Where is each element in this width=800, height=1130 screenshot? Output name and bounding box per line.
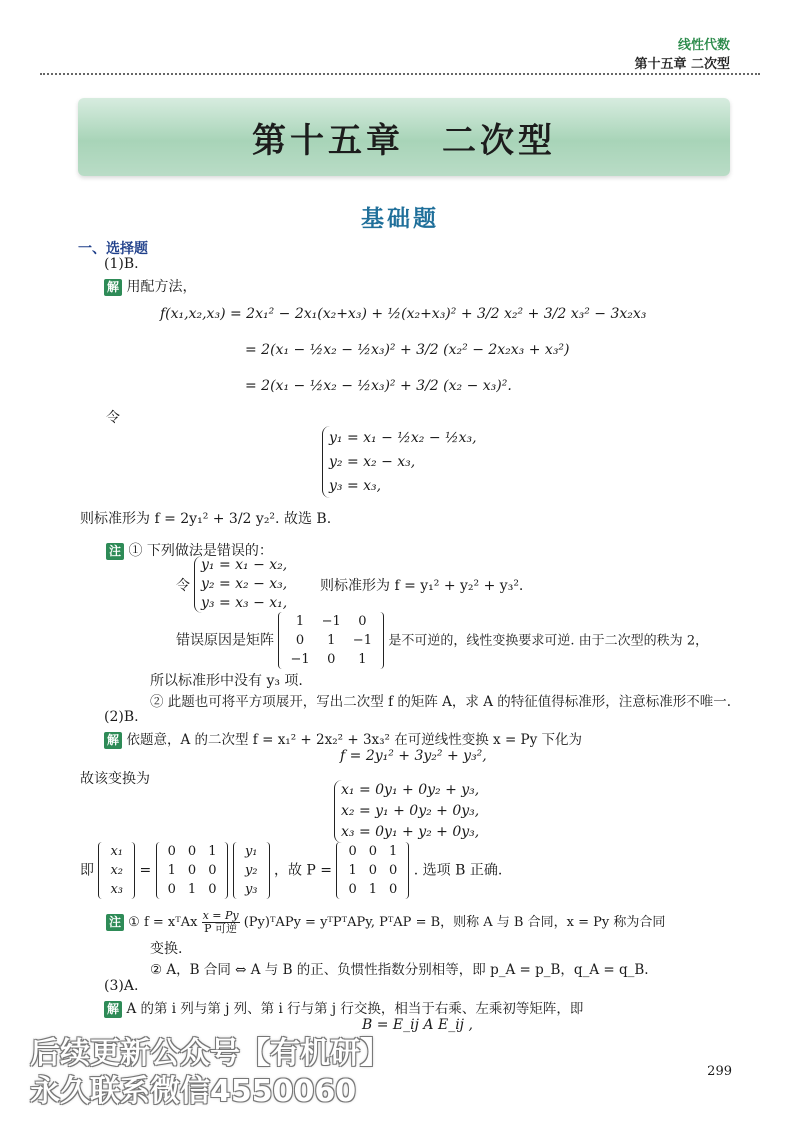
- q2-gu: ，故 P =: [273, 862, 333, 879]
- q2-p-matrix: [336, 842, 409, 899]
- vector-cell: x₃: [110, 882, 123, 897]
- matrix-cell: 0: [358, 614, 367, 629]
- matrix-cell: 0: [348, 844, 357, 859]
- matrix-cell: 0: [167, 882, 176, 897]
- watermark-line-2: 永久联系微信4550060: [30, 1074, 357, 1109]
- matrix-cell: 0: [208, 863, 217, 878]
- matrix-cell: −1: [352, 633, 372, 648]
- q1-reason: [176, 612, 708, 669]
- section-subtitle: 基础题: [361, 206, 439, 232]
- matrix-cell: 0: [368, 863, 378, 878]
- q2-solution: [104, 728, 582, 749]
- q1-note-2: ② 此题也可将平方项展开，写出二次型 f 的矩阵 A，求 A 的特征值得标准形，注意标准形不唯一.: [150, 694, 732, 710]
- note-tag: 注: [106, 543, 124, 560]
- matrix-cell: 1: [187, 882, 197, 897]
- vector-cell: y₃: [244, 882, 258, 897]
- matrix-cell: 1: [358, 652, 367, 667]
- note-tag: 注: [106, 914, 124, 931]
- q3-solution: [104, 997, 583, 1018]
- matrix-cell: 0: [187, 863, 197, 878]
- q1-label: (1)B.: [104, 256, 139, 272]
- q2-note-1: [106, 910, 665, 935]
- matrix-cell: 0: [295, 633, 305, 648]
- matrix-cell: −1: [290, 652, 310, 667]
- q1-wrong-system: [194, 556, 287, 613]
- q1-let: 令: [106, 410, 120, 426]
- q1-equation-1: f(x₁,x₂,x₃) = 2x₁² − 2x₁(x₂+x₃) + ½(x₂+x₃)² + 3/2 x₂² + 3/2 x₃² − 3x₂x₃: [160, 306, 647, 322]
- q2-sys-row: x₃ = 0y₁ + y₂ + 0y₃,: [341, 824, 480, 840]
- arrow-bottom: P 可逆: [204, 922, 238, 935]
- q2-ji: 即: [80, 862, 94, 879]
- solution-tag: 解: [104, 1001, 122, 1018]
- q2-matrix: [156, 842, 229, 899]
- matrix-cell: 0: [389, 863, 398, 878]
- q3-sol-2: B = E_ij A E_ij ,: [362, 1017, 473, 1033]
- q1-wrong-row: y₁ = x₁ − x₂,: [201, 557, 288, 573]
- q1-substitution-system: [322, 426, 477, 498]
- q2-note-1b: (Py)ᵀAPy = yᵀPᵀAPy, PᵀAP = B，则称 A 与 B 合同，x = Py 称为合同: [243, 915, 666, 930]
- q1-wrong-row: y₃ = x₃ − x₁,: [201, 595, 288, 611]
- q1-solution: [104, 276, 196, 296]
- watermark-line-1: 后续更新公众号【有机研】: [30, 1036, 390, 1071]
- q2-transform-system: [334, 780, 479, 843]
- matrix-cell: 0: [187, 844, 197, 859]
- header-book-title: 线性代数: [677, 38, 730, 53]
- q2-note-1c: 变换.: [150, 941, 183, 957]
- q1-intro: 用配方法，: [126, 279, 197, 295]
- chapter-banner: [78, 98, 730, 176]
- q2-note-2: ② A，B 合同 ⇔ A 与 B 的正、负惯性指数分别相等，即 p_A = p_B，q_A = q_B.: [150, 962, 649, 978]
- header-chapter-title: 第十五章 二次型: [634, 57, 730, 72]
- q1-equation-3: = 2(x₁ − ½x₂ − ½x₃)² + 3/2 (x₂ − x₃)².: [245, 378, 512, 394]
- q1-equation-2: = 2(x₁ − ½x₂ − ½x₃)² + 3/2 (x₂² − 2x₂x₃ + x₃²): [245, 342, 570, 358]
- vector-cell: y₂: [244, 863, 258, 878]
- matrix-cell: 0: [167, 844, 176, 859]
- vector-cell: y₁: [244, 844, 258, 859]
- q1-note-1-text: ① 下列做法是错误的：: [128, 543, 273, 559]
- header-divider: [40, 73, 760, 75]
- q1-sys-row: y₃ = x₃,: [329, 478, 382, 494]
- q1-conclusion: 则标准形为 f = 2y₁² + 3/2 y₂². 故选 B.: [80, 511, 332, 527]
- matrix-cell: 0: [389, 882, 398, 897]
- chapter-title: 第十五章 二次型: [252, 120, 556, 161]
- q2-sys-row: x₂ = y₁ + 0y₂ + 0y₃,: [341, 803, 480, 819]
- solution-tag: 解: [104, 279, 122, 296]
- q2-sys-row: x₁ = 0y₁ + 0y₂ + y₃,: [341, 782, 480, 798]
- q2-sol-1: 依题意，A 的二次型 f = x₁² + 2x₂² + 3x₃² 在可逆线性变换 x = Py 下化为: [126, 732, 583, 748]
- q1-wrong-row: y₂ = x₂ − x₃,: [201, 576, 288, 592]
- q3-sol-1: A 的第 i 列与第 j 列、第 i 行与第 j 行交换，相当于右乘、左乘初等矩阵，即: [126, 1001, 584, 1017]
- matrix-cell: −1: [321, 614, 341, 629]
- section-heading: 一、选择题: [78, 241, 148, 257]
- q2-arrow-condition: [202, 910, 240, 935]
- q2-label: (2)B.: [104, 709, 139, 725]
- matrix-cell: 0: [327, 652, 336, 667]
- q2-y-vector: [233, 842, 270, 899]
- matrix-cell: 0: [368, 844, 378, 859]
- matrix-cell: 1: [389, 844, 398, 859]
- q2-sol-2: f = 2y₁² + 3y₂² + y₃²,: [340, 748, 487, 764]
- q2-matrix-equation: [80, 842, 502, 899]
- matrix-cell: 1: [167, 863, 176, 878]
- q3-label: (3)A.: [104, 978, 139, 994]
- matrix-cell: 0: [208, 882, 217, 897]
- matrix-cell: 1: [295, 614, 305, 629]
- q2-x-vector: [98, 842, 135, 899]
- q1-wrong-let: 令: [176, 578, 190, 594]
- q2-equals: =: [139, 862, 152, 879]
- matrix-cell: 1: [348, 863, 357, 878]
- matrix-cell: 1: [327, 633, 336, 648]
- q1-reason-pre: 错误原因是矩阵: [176, 632, 274, 649]
- q1-reason-post: 是不可逆的，线性变换要求可逆. 由于二次型的秩为 2，: [388, 633, 709, 649]
- page-number: 299: [707, 1064, 732, 1079]
- solution-tag: 解: [104, 732, 122, 749]
- matrix-cell: 1: [208, 844, 217, 859]
- q1-matrix: [278, 612, 384, 669]
- q1-sys-row: y₂ = x₂ − x₃,: [329, 454, 416, 470]
- vector-cell: x₂: [110, 863, 123, 878]
- matrix-cell: 1: [368, 882, 378, 897]
- q2-tail: . 选项 B 正确.: [413, 862, 503, 879]
- q1-wrong-tail: 则标准形为 f = y₁² + y₂² + y₃².: [320, 578, 524, 594]
- q2-sol-3: 故该变换为: [80, 771, 150, 787]
- vector-cell: x₁: [110, 844, 123, 859]
- q1-reason-tail: 所以标准形中没有 y₃ 项.: [150, 673, 303, 689]
- arrow-top: x = Py: [202, 909, 239, 922]
- q2-note-1a: ① f = xᵀAx: [128, 915, 198, 930]
- q1-sys-row: y₁ = x₁ − ½x₂ − ½x₃,: [329, 430, 477, 446]
- matrix-cell: 0: [348, 882, 357, 897]
